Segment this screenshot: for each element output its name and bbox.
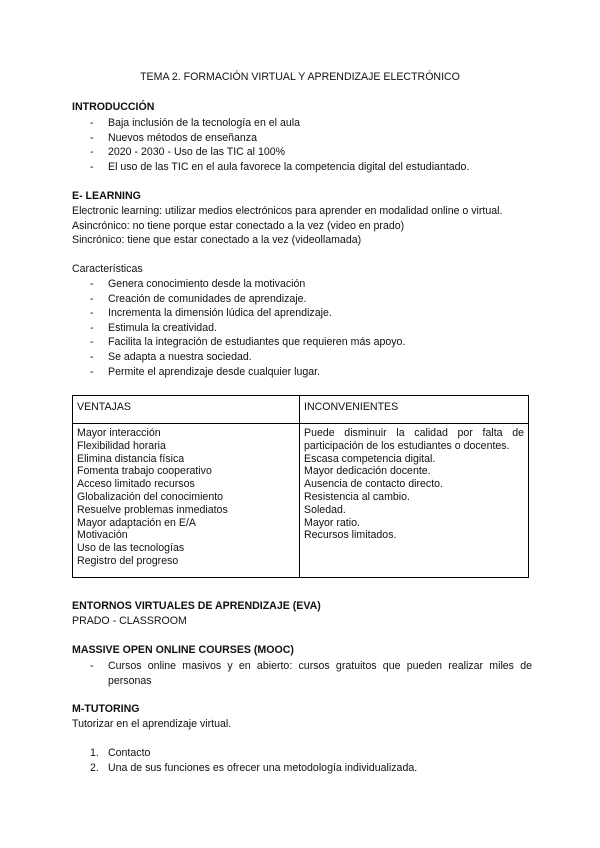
ventajas-inconvenientes-table <box>72 395 529 578</box>
list-item: Resistencia al cambio. <box>304 490 410 503</box>
elearning-heading: E- LEARNING <box>72 190 141 202</box>
list-item: - Se adapta a nuestra sociedad. <box>72 350 532 365</box>
introduccion-list <box>72 116 532 174</box>
table-header-row <box>73 396 529 424</box>
definition-line: Asincrónico: no tiene porque estar conectado a la vez (video en prado) <box>72 219 405 232</box>
introduccion-heading: INTRODUCCIÓN <box>72 101 155 113</box>
eva-text: PRADO - CLASSROOM <box>72 615 187 627</box>
mtutoring-text: Tutorizar en el aprendizaje virtual. <box>72 718 232 730</box>
list-number: 1. <box>90 747 99 759</box>
list-item: Uso de las tecnologías <box>77 542 185 555</box>
list-item: Mayor dedicación docente. <box>304 465 431 478</box>
eva-heading: ENTORNOS VIRTUALES DE APRENDIZAJE (EVA) <box>72 600 321 612</box>
list-item: Mayor interacción <box>77 427 161 439</box>
list-item: Ausencia de contacto directo. <box>304 478 443 491</box>
ventajas-list <box>77 427 295 568</box>
list-item: - Nuevos métodos de enseñanza <box>72 131 532 146</box>
list-item: Resuelve problemas inmediatos <box>77 503 228 516</box>
definition-line: Electronic learning: utilizar medios electrónicos para aprender en modalidad online o virtual. <box>72 205 503 217</box>
list-item <box>72 746 532 761</box>
list-item: - Cursos online masivos y en abierto: cursos gratuitos que pueden realizar miles de personas <box>72 659 532 688</box>
list-item: Motivación <box>77 529 128 542</box>
list-item <box>72 761 532 776</box>
mooc-heading: MASSIVE OPEN ONLINE COURSES (MOOC) <box>72 644 294 656</box>
list-item: - Facilita la integración de estudiantes que requieren más apoyo. <box>72 335 532 350</box>
definition-line: Sincrónico: tiene que estar conectado a la vez (videollamada) <box>72 234 362 247</box>
mooc-list <box>72 659 532 688</box>
list-item: - 2020 - 2030 - Uso de las TIC al 100% <box>72 145 532 160</box>
table-row <box>73 424 529 578</box>
list-number: 2. <box>90 761 99 774</box>
list-item: Flexibilidad horaria <box>77 439 166 452</box>
list-item: - Incrementa la dimensión lúdica del aprendizaje. <box>72 306 532 321</box>
elearning-definitions <box>72 204 542 248</box>
ventajas-cell <box>73 424 300 578</box>
caracteristicas-label: Características <box>72 263 143 275</box>
list-item: Globalización del conocimiento <box>77 490 224 503</box>
list-item: Mayor ratio. <box>304 516 360 529</box>
list-item: Registro del progreso <box>77 554 179 567</box>
list-item: Recursos limitados. <box>304 529 397 542</box>
list-item: - Permite el aprendizaje desde cualquier lugar. <box>72 365 532 380</box>
inconvenientes-cell <box>300 424 529 578</box>
list-item: Acceso limitado recursos <box>77 478 195 491</box>
column-header-ventajas: VENTAJAS <box>73 396 300 424</box>
list-item: Elimina distancia física <box>77 452 185 465</box>
list-item: - Baja inclusión de la tecnología en el aula <box>72 116 532 131</box>
list-item: Mayor adaptación en E/A <box>77 516 196 529</box>
list-item: - Estimula la creatividad. <box>72 321 532 336</box>
list-item: Puede disminuir la calidad por falta de participación de los estudiantes o docentes. <box>304 427 524 452</box>
list-item-text: Una de sus funciones es ofrecer una metodología individualizada. <box>108 761 418 774</box>
list-item: - Creación de comunidades de aprendizaje. <box>72 292 532 307</box>
mtutoring-heading: M-TUTORING <box>72 703 140 715</box>
list-item-text: Contacto <box>108 747 151 759</box>
page-title: TEMA 2. FORMACIÓN VIRTUAL Y APRENDIZAJE ELECTRÓNICO <box>140 71 460 83</box>
mtutoring-list <box>72 746 532 775</box>
column-header-inconvenientes: INCONVENIENTES <box>300 396 529 424</box>
list-item: Escasa competencia digital. <box>304 452 436 465</box>
list-item: - El uso de las TIC en el aula favorece la competencia digital del estudiantado. <box>72 160 532 175</box>
list-item: - Genera conocimiento desde la motivación <box>72 277 532 292</box>
list-item: Soledad. <box>304 503 346 516</box>
caracteristicas-list <box>72 277 532 379</box>
list-item: Fomenta trabajo cooperativo <box>77 465 212 478</box>
inconvenientes-list <box>304 427 524 542</box>
